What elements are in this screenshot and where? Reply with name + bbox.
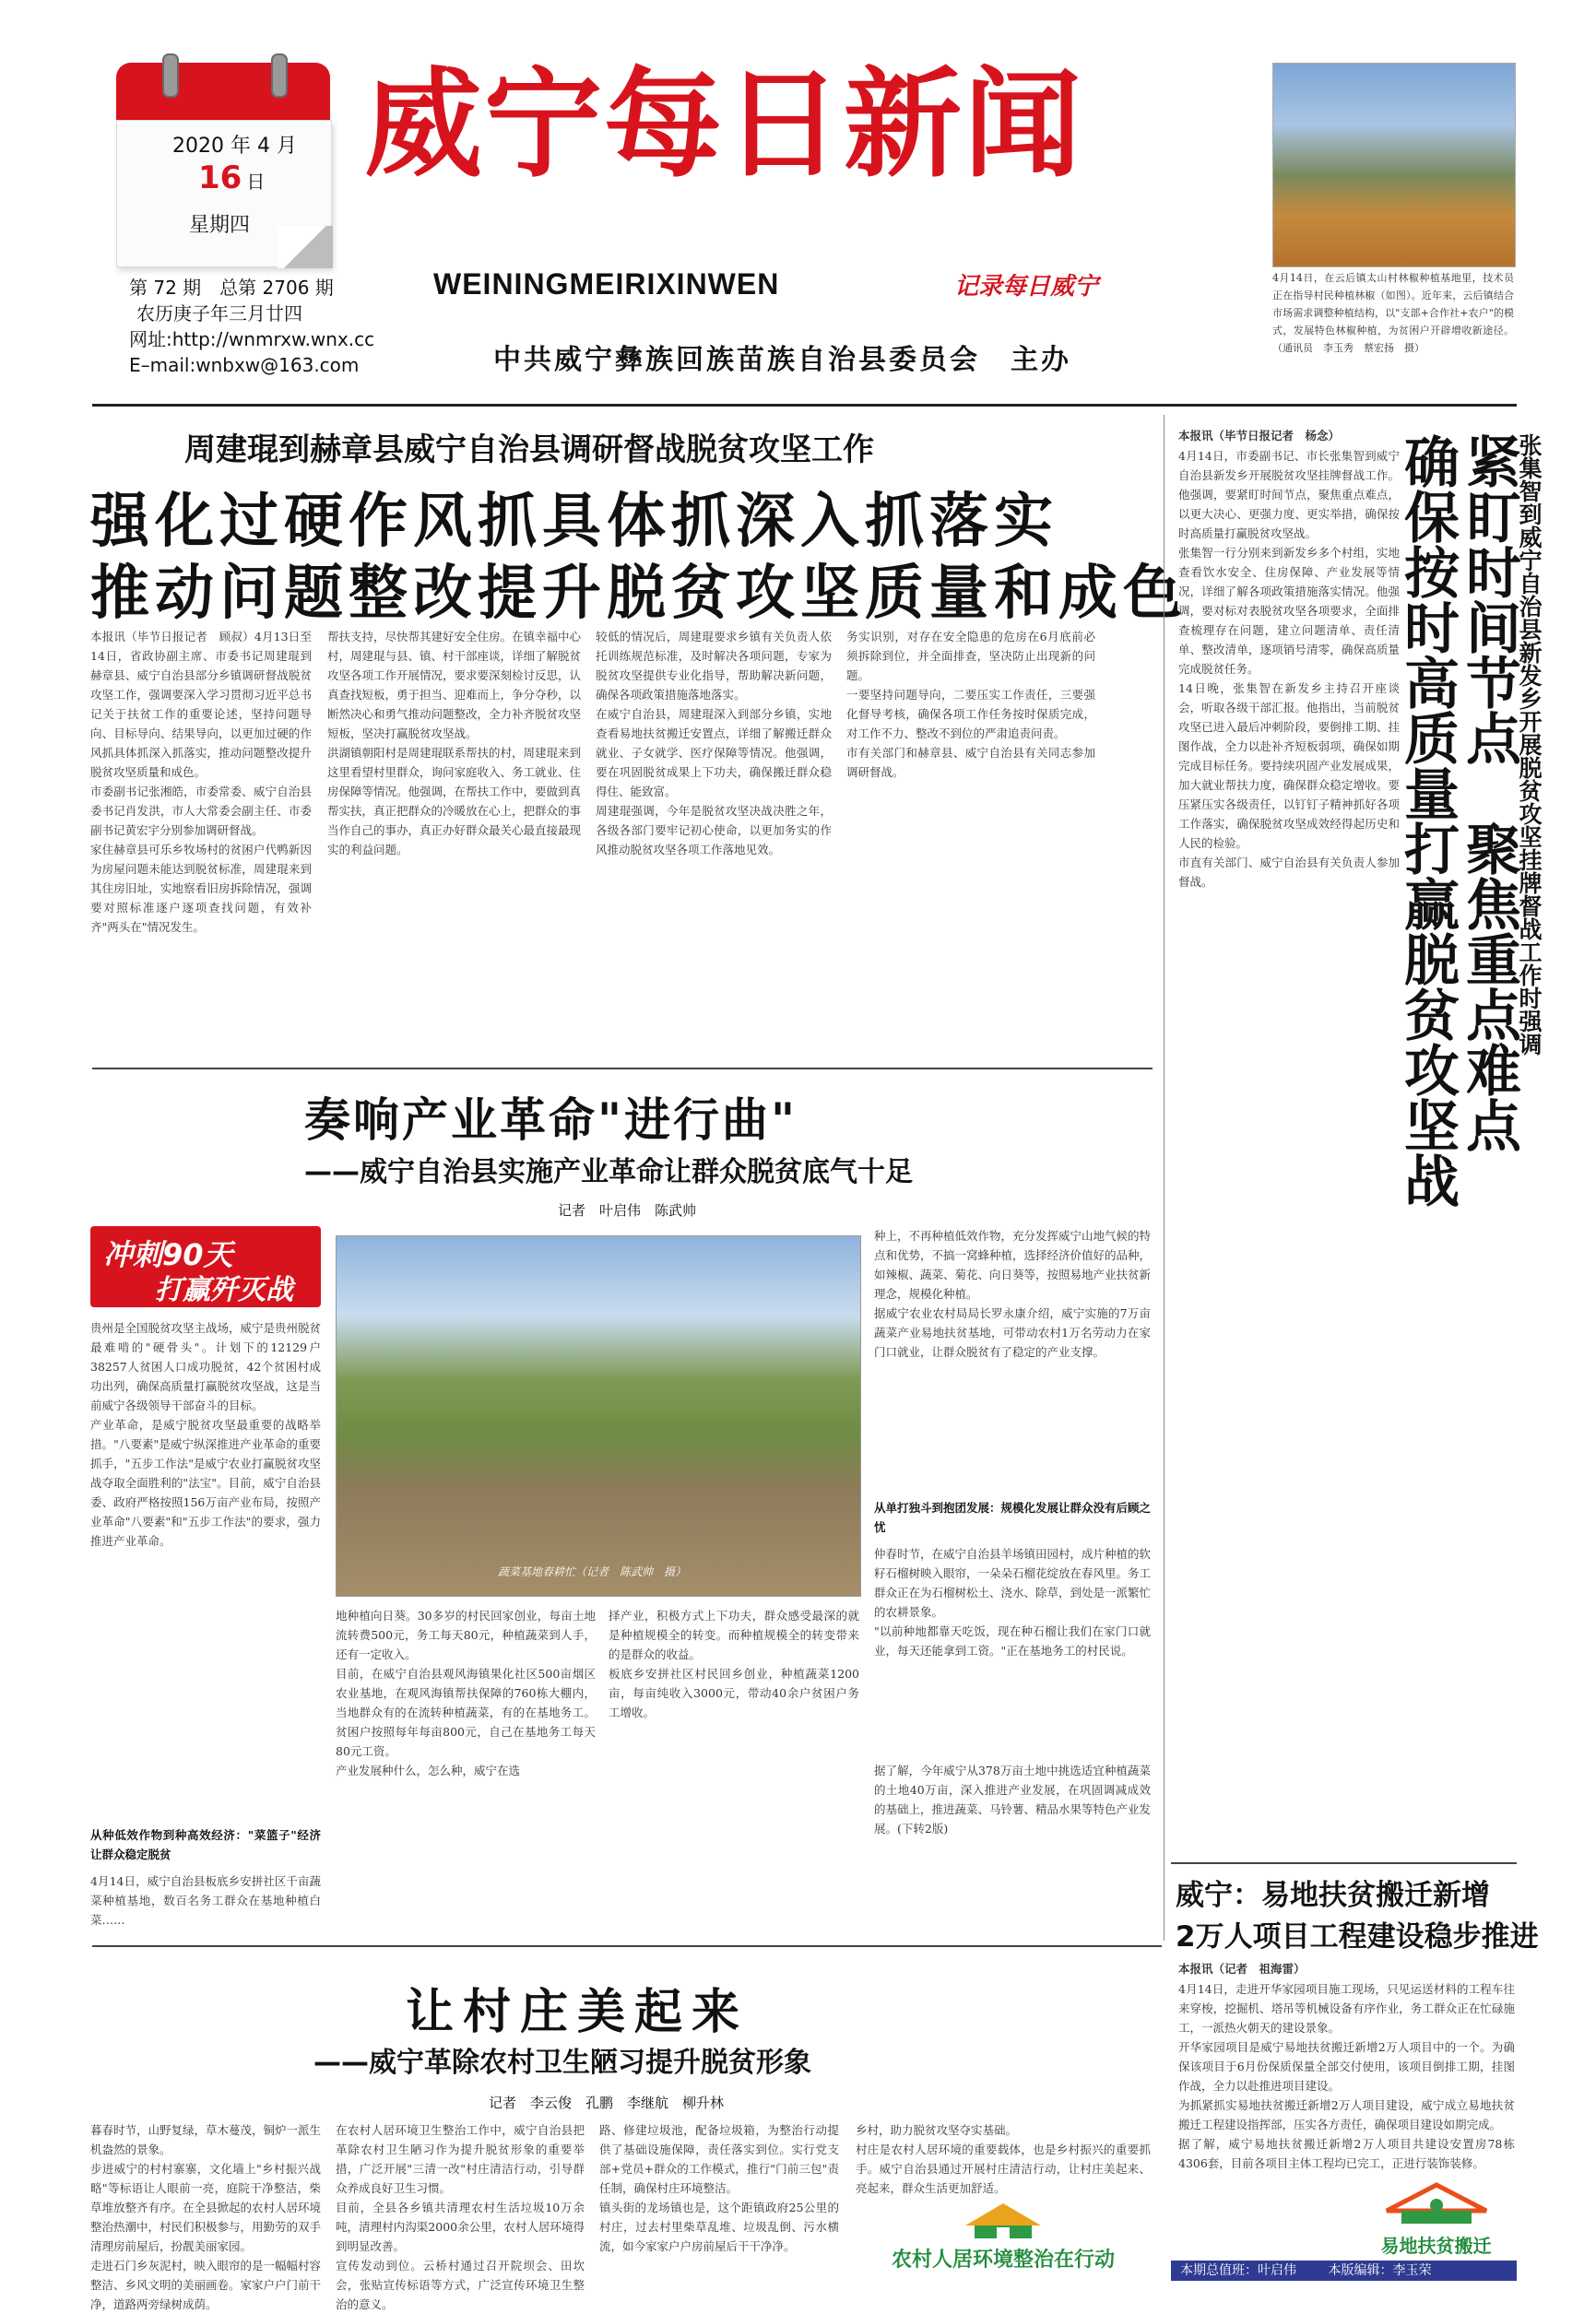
lead-column-1: 本报讯（毕节日报记者 顾叔）4月13日至14日，省政协副主席、市委书记周建琨到赫章县、威宁自治县部分乡镇调研督战脱贫攻坚工作，强调要深入学习贯彻习近平总书记关于扶贫工作的重要论述，坚持问题导向、目标导向、结果导向，以更加过硬的作风抓具体抓深入抓落实，推动问题整改提升脱贫攻坚质量和成色。 市委副书记张湘皓，市委常委、威宁自治县委书记肖发洪，市人大常委会副主任、市委副书记黄宏宇分别参加调研督战。 家住赫章县可乐乡牧场村的贫困户代鸭新因为房屋问题未能达到脱贫标准，周建琨来到其住房旧址，实地察看旧房拆除情况，强调要对照标准逐户逐项查找问题，有效补齐"两头在"情况发生。: [90, 630, 312, 934]
calendar-day-line: [198, 159, 265, 196]
header-divider: [92, 404, 1517, 407]
masthead-title: 威宁每日新闻: [364, 55, 1084, 194]
village-column-1: 暮春时节，山野复绿，草木蔓茂，铜炉一派生机盎然的景象。 步进威宁的村村寨寨，文化墙上"乡村振兴战略"等标语让人眼前一亮，庭院干净整洁，柴草堆放整齐有序。在全县掀起的农村人居环境整治热潮中，村民们积极参与，用勤劳的双手清理房前屋后，扮靓美丽家园。 走进石门乡灰泥村，映入眼帘的是一幅幅村容整洁、乡风文明的美丽画卷。家家户户门前干净，道路两旁绿树成荫。: [90, 2123, 322, 2311]
village-campaign-logo: [856, 2202, 1151, 2275]
masthead-sponsor: 中共威宁彝族回族苗族自治县委员会 主办: [493, 344, 1071, 376]
industry-subheadline: ——威宁自治县实施产业革命让群众脱贫底气十足: [304, 1156, 913, 1188]
calendar-weekday: 星期四: [189, 214, 251, 237]
relocation-byline: 本报讯（记者 祖海雷）: [1178, 1962, 1306, 1976]
industry-column-1-subhead: 从种低效作物到种高效经济："菜篮子"经济让群众稳定脱贫: [90, 1828, 321, 1861]
issue-number: 第 72 期 总第 2706 期: [129, 277, 334, 299]
industry-column-2b: 择产业，积极方式上下功夫，群众感受最深的就是种植规模全的转变。而种植规模全的转变带来的是群众的收益。 板底乡安拼社区村民回乡创业，种植蔬菜1200亩，每亩纯收入3000元，带动40余户贫困户务工增收。: [609, 1609, 859, 1719]
issue-website: 网址:http://wnmrxw.wnx.cc: [129, 328, 375, 350]
village-column-2: 在农村人居环境卫生整治工作中，威宁自治县把革除农村卫生陋习作为提升脱贫形象的重要举措，广泛开展"三清一改"村庄清洁行动，引导群众养成良好卫生习惯。 目前，全县各乡镇共清理农村生活垃圾10万余吨，清理村内沟渠2000余公里，农村人居环境得到明显改善。 宣传发动到位。云桥村通过召开院坝会、田坎会，张贴宣传标语等方式，广泛宣传环境卫生整治的意义。: [336, 2123, 585, 2311]
feature-byline: 本报讯（毕节日报记者 杨念）: [1178, 429, 1341, 443]
masthead-pinyin: WEININGMEIRIXINWEN: [433, 267, 780, 301]
footer-editor-in-chief: 本期总值班：叶启伟: [1180, 2263, 1296, 2278]
campaign-badge-line1: 冲刺90天: [103, 1237, 233, 1272]
campaign-badge-line2: 打赢歼灭战: [155, 1274, 293, 1306]
house-icon: [962, 2202, 1045, 2240]
lead-column-2: 帮扶支持，尽快帮其建好安全住房。在镇幸福中心村，周建琨与县、镇、村干部座谈，详细了解脱贫攻坚各项工作开展情况，要求要深刻检讨反思，认真查找短板，勇于担当、迎难而上，争分夺秒，以断然决心和勇气推动问题整改，全力补齐脱贫攻坚短板，坚决打赢脱贫攻坚战。 洪湖镇朝阳村是周建琨联系帮扶的村，周建琨来到这里看望村里群众，询问家庭收入、务工就业、住房保障等情况。他强调，在帮扶工作中，要做到真帮实扶，真正把群众的冷暖放在心上，把群众的事当作自己的事办，真正办好群众最关心最直接最现实的利益问题。: [327, 630, 582, 856]
industry-photo-caption: 蔬菜基地春耕忙（记者 陈武帅 摄）: [498, 1565, 687, 1578]
masthead-slogan: 记录每日威宁: [954, 273, 1099, 301]
village-column-3: 路、修建垃圾池，配备垃圾箱，为整治行动提供了基础设施保障，责任落实到位。实行党支部+党员+群众的工作模式，推行"门前三包"责任制，确保村庄环境整洁。 镇头街的龙场镇也是，这个距镇政府25公里的村庄，过去村里柴草乱堆、垃圾乱倒、污水横流，如今家家户户房前屋后干干净净。: [599, 2123, 839, 2253]
issue-info: [129, 275, 374, 378]
village-logo-text: 农村人居环境整治在行动: [891, 2249, 1115, 2272]
industry-column-3: 种上，不再种植低效作物，充分发挥威宁山地气候的特点和优势，不搞一窝蜂种植，选择经济价值好的品种，如辣椒、蔬菜、菊花、向日葵等，按照易地产业扶贫新理念，规模化种植。 据威宁农业农村局局长罗永康介绍，威宁实施的7万亩蔬菜产业易地扶贫基地，可带动农村1万名劳动力在家门口就业，让群众脱贫有了稳定的产业支撑。: [874, 1229, 1152, 1359]
footer-page-editor: 本版编辑：李玉荣: [1328, 2263, 1432, 2278]
relocation-top-divider: [1171, 1862, 1517, 1864]
relocation-logo: [1355, 2183, 1517, 2257]
village-subheadline: ——威宁革除农村卫生陋习提升脱贫形象: [313, 2047, 811, 2079]
top-news-photo: [1272, 63, 1516, 267]
top-photo-caption: 4月14日，在云后镇太山村林椒种植基地里，技术员正在指导村民种植林椒（如图）。近年来，云后镇结合市场需求调整种植结构，以"支部+合作社+农户"的模式，发展特色林椒种植，为贫困户开辟增收新途径。（通讯员 李玉秀 蔡宏扬 摄）: [1272, 272, 1514, 354]
issue-lunar-date: 农历庚子年三月廿四: [136, 302, 302, 325]
lead-headline-line2: 推动问题整改提升脱贫攻坚质量和成色: [90, 560, 1188, 628]
relocation-text: 4月14日，走进开华家园项目施工现场，只见运送材料的工程车往来穿梭，挖掘机、塔吊等机械设备有序作业，务工群众正在忙碌施工，一派热火朝天的建设景象。 开华家园项目是威宁易地扶贫搬迁新增2万人项目中的一个。为确保该项目于6月份保质保量全部交付使用，该项目倒排工期，挂图作战，全力以赴推进项目建设。 为抓紧抓实易地扶贫搬迁新增2万人项目建设，威宁成立易地扶贫搬迁工程建设指挥部，压实各方责任，确保项目建设如期完成。 据了解，威宁易地扶贫搬迁新增2万人项目共建设安置房78栋4306套，目前各项目主体工程均已完工，正进行装饰装修。: [1178, 1982, 1515, 2170]
industry-column-3-subhead: 从单打独斗到抱团发展：规模化发展让群众没有后顾之忧: [874, 1501, 1152, 1534]
industry-headline: 奏响产业革命"进行曲": [304, 1093, 798, 1147]
industry-column-1-continued: 4月14日，威宁自治县板底乡安拼社区千亩蔬菜种植基地，数百名务工群众在基地种植白菜……: [90, 1874, 321, 1927]
industry-column-2: 地种植向日葵。30多岁的村民回家创业，每亩土地流转费500元，务工每天80元，种植蔬菜到人手，还有一定收入。 目前，在威宁自治县观风海镇果化社区500亩烟区农业基地，在观风海镇帮扶保障的760栋大棚内，当地群众有的在流转种植蔬菜，有的在基地务工。贫困户按照每年每亩800元，自己在基地务工每天80元工资。 产业发展种什么，怎么种，威宁在选: [336, 1609, 596, 1777]
issue-email: E–mail:wnbxw@163.com: [129, 354, 360, 376]
village-column-4: 乡村，助力脱贫攻坚夺实基础。 村庄是农村人居环境的重要载体，也是乡村振兴的重要抓手。威宁自治县通过开展村庄清洁行动，让村庄美起来、亮起来，群众生活更加舒适。: [856, 2123, 1151, 2195]
industry-byline: 记者 叶启伟 陈武帅: [558, 1202, 697, 1219]
calendar-graphic: [116, 63, 330, 266]
relocation-headline-line1: 威宁：易地扶贫搬迁新增: [1176, 1879, 1490, 1912]
home-relocation-icon: [1381, 2183, 1492, 2227]
industry-column-3-ending: 据了解，今年威宁从378万亩土地中挑选适宜种植蔬菜的土地40万亩，深入推进产业发展，在巩固调减成效的基础上，推进蔬菜、马铃薯、精品水果等特色产业发展。(下转2版): [874, 1764, 1152, 1836]
calendar-day: 16: [198, 159, 242, 196]
lead-bottom-divider: [92, 1068, 1153, 1069]
relocation-logo-text: 易地扶贫搬迁: [1380, 2235, 1492, 2257]
calendar-day-suffix: 日: [246, 171, 266, 193]
feature-headline-2: 确保按时高质量打赢脱贫攻坚战: [1395, 433, 1460, 1208]
feature-kicker: 张集智到威宁自治县新发乡开展脱贫攻坚挂牌督战工作时强调: [1516, 433, 1543, 1056]
village-byline: 记者 李云俊 孔鹏 李继航 柳升林: [489, 2095, 725, 2111]
lead-column-4: 务实识别，对存在安全隐患的危房在6月底前必须拆除到位，并全面排查，坚决防止出现新的问题。 一要坚持问题导向，二要压实工作责任，三要强化督导考核，确保各项工作任务按时保质完成，对工作不力、整改不到位的严肃追责问责。 市有关部门和赫章县、威宁自治县有关同志参加调研督战。: [846, 630, 1095, 779]
industry-photo: [336, 1235, 861, 1597]
lead-column-3: 较低的情况后，周建琨要求乡镇有关负责人依托训练规范标准，及时解决各项问题，专家为脱贫攻坚提供专业化指导，帮助解决新问题，确保各项政策措施落地落实。 在威宁自治县，周建琨深入到部分乡镇，实地查看易地扶贫搬迁安置点，详细了解搬迁群众就业、子女就学、医疗保障等情况。他强调，要在巩固脱贫成果上下功夫，确保搬迁群众稳得住、能致富。 周建琨强调，今年是脱贫攻坚决战决胜之年，各级各部门要牢记初心使命，以更加务实的作风推动脱贫攻坚各项工作落地见效。: [596, 630, 832, 856]
feature-headline-1: 紧盯时间节点 聚焦重点难点: [1457, 433, 1521, 1152]
feature-text: 4月14日，市委副书记、市长张集智到威宁自治县新发乡开展脱贫攻坚挂牌督战工作。他强调，要紧盯时间节点，聚焦重点难点，以更大决心、更强力度、更实举措，确保按时高质量打赢脱贫攻坚战。 张集智一行分别来到新发乡多个村组，实地查看饮水安全、住房保障、产业发展等情况，详细了解各项政策措施落实情况。他强调，要对标对表脱贫攻坚各项要求，全面排查梳理存在问题，建立问题清单、责任清单、整改清单，逐项销号清零，确保高质量完成脱贫任务。 14日晚，张集智在新发乡主持召开座谈会，听取各级干部汇报。他指出，当前脱贫攻坚已进入最后冲刺阶段，要倒排工期、挂图作战，全力以赴补齐短板弱项，确保如期完成目标任务。要持续巩固产业发展成果，加大就业帮扶力度，确保群众稳定增收。要压紧压实各级责任，以钉钉子精神抓好各项工作落实，确保脱贫攻坚成效经得起历史和人民的检验。 市直有关部门、威宁自治县有关负责人参加督战。: [1178, 449, 1400, 889]
relocation-headline-line2: 2万人项目工程建设稳步推进: [1176, 1920, 1539, 1954]
campaign-badge: [90, 1226, 321, 1307]
lead-kicker: 周建琨到赫章县威宁自治县调研督战脱贫攻坚工作: [184, 431, 874, 468]
village-headline: 让村庄美起来: [406, 1985, 750, 2040]
industry-bottom-divider: [92, 1945, 1162, 1947]
footer-credit-bar: [1171, 2261, 1517, 2281]
industry-column-1: 贵州是全国脱贫攻坚主战场，威宁是贵州脱贫最难啃的"硬骨头"。计划下的12129户38257人贫困人口成功脱贫，42个贫困村成功出列，确保高质量打赢脱贫攻坚战，这是当前威宁各级领导干部奋斗的目标。 产业革命，是威宁脱贫攻坚最重要的战略举措。"八要素"是威宁纵深推进产业革命的重要抓手，"五步工作法"是威宁农业打赢脱贫攻坚战夺取全面胜利的"法宝"。目前，威宁自治县委、政府严格按照156万亩产业布局，按照产业革命"八要素"和"五步工作法"的要求，强力推进产业革命。: [90, 1321, 322, 1548]
calendar-year-month: 2020 年 4 月: [172, 135, 297, 158]
lead-headline-line1: 强化过硬作风抓具体抓深入抓落实: [90, 488, 1058, 556]
industry-column-3-continued: 仲春时节，在威宁自治县羊场镇田园村，成片种植的软籽石榴树映入眼帘，一朵朵石榴花绽放在春风里。务工群众正在为石榴树松土、浇水、除草，到处是一派繁忙的农耕景象。 "以前种地都靠天吃饭，现在种石榴让我们在家门口就业，每天还能拿到工资。"正在基地务工的村民说。: [874, 1547, 1152, 1658]
